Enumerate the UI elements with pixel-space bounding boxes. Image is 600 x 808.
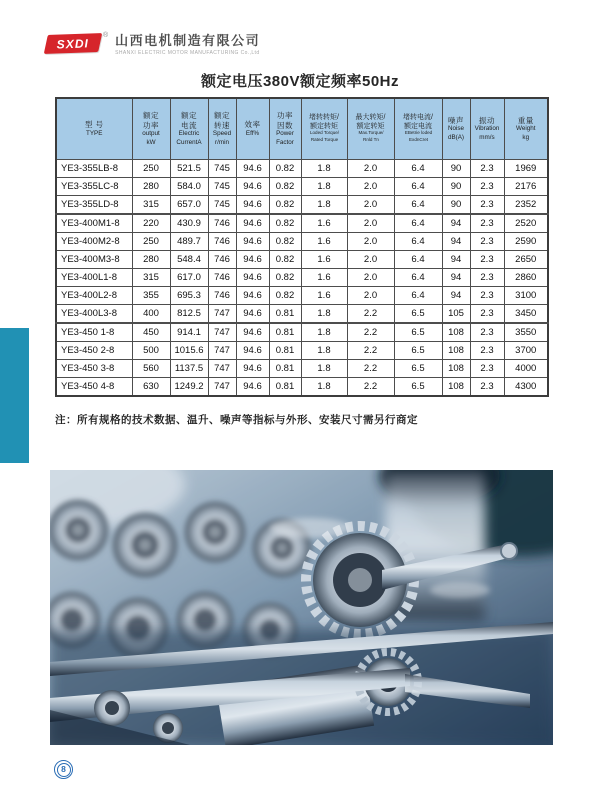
value-cell: 280 [132,251,170,269]
value-cell: 0.82 [269,269,301,287]
value-cell: 2.3 [470,360,504,378]
value-cell: 6.5 [394,342,442,360]
value-cell: 1.8 [301,305,347,324]
value-cell: 90 [442,178,470,196]
value-cell: 315 [132,196,170,215]
value-cell: 1.8 [301,196,347,215]
value-cell: 0.82 [269,160,301,178]
value-cell: 108 [442,360,470,378]
table-row [56,305,548,324]
value-cell: 108 [442,378,470,397]
value-cell: 2.3 [470,214,504,233]
value-cell: 94 [442,251,470,269]
value-cell: 1.6 [301,251,347,269]
table-row [56,360,548,378]
value-cell: 3550 [504,323,548,342]
value-cell: 0.81 [269,305,301,324]
value-cell: 220 [132,214,170,233]
value-cell: 94.6 [236,287,269,305]
value-cell: 1.6 [301,287,347,305]
model-cell: YE3-400M2-8 [56,233,132,251]
value-cell: 489.7 [170,233,208,251]
value-cell: 2.3 [470,233,504,251]
table-row [56,160,548,178]
value-cell: 355 [132,287,170,305]
value-cell: 617.0 [170,269,208,287]
value-cell: 94.6 [236,342,269,360]
company-logo [46,34,260,56]
value-cell: 105 [442,305,470,324]
sxdi-logo-text: SXDI [56,36,90,52]
motor-rotors-photo [50,470,553,745]
value-cell: 2650 [504,251,548,269]
col-header-noise: 噪声 Noise dB(A) [442,98,470,160]
value-cell: 1.8 [301,160,347,178]
value-cell: 400 [132,305,170,324]
value-cell: 6.5 [394,360,442,378]
value-cell: 94 [442,287,470,305]
model-cell: YE3-400L1-8 [56,269,132,287]
company-name-chinese: 山西电机制造有限公司 [115,33,261,48]
value-cell: 1969 [504,160,548,178]
value-cell: 2590 [504,233,548,251]
value-cell: 630 [132,378,170,397]
value-cell: 2.2 [347,305,394,324]
model-cell: YE3-355LB-8 [56,160,132,178]
col-header-electric-current: 额定 电流 Electric CurrentA [170,98,208,160]
value-cell: 0.81 [269,342,301,360]
value-cell: 2.0 [347,196,394,215]
value-cell: 2860 [504,269,548,287]
value-cell: 280 [132,178,170,196]
value-cell: 108 [442,323,470,342]
value-cell: 0.81 [269,323,301,342]
value-cell: 250 [132,160,170,178]
model-cell: YE3-400M3-8 [56,251,132,269]
value-cell: 3700 [504,342,548,360]
value-cell: 1.6 [301,233,347,251]
value-cell: 90 [442,160,470,178]
value-cell: 94.6 [236,196,269,215]
value-cell: 747 [208,323,236,342]
registered-trademark-symbol: ® [103,32,109,39]
value-cell: 746 [208,233,236,251]
value-cell: 0.81 [269,360,301,378]
value-cell: 94.6 [236,178,269,196]
value-cell: 0.82 [269,196,301,215]
left-accent-bar [0,328,29,463]
value-cell: 2.3 [470,323,504,342]
value-cell: 4300 [504,378,548,397]
value-cell: 2176 [504,178,548,196]
value-cell: 6.4 [394,196,442,215]
value-cell: 2.3 [470,378,504,397]
value-cell: 94.6 [236,305,269,324]
value-cell: 2520 [504,214,548,233]
value-cell: 94.6 [236,378,269,397]
value-cell: 747 [208,342,236,360]
col-header-type: 型 号 TYPE [56,98,132,160]
value-cell: 94.6 [236,269,269,287]
value-cell: 430.9 [170,214,208,233]
value-cell: 2.0 [347,287,394,305]
value-cell: 746 [208,269,236,287]
value-cell: 745 [208,160,236,178]
value-cell: 108 [442,342,470,360]
company-name-english: SHANXI ELECTRIC MOTOR MANUFACTURING Co.,Ltd [115,50,260,56]
value-cell: 450 [132,323,170,342]
value-cell: 94.6 [236,251,269,269]
value-cell: 6.4 [394,178,442,196]
value-cell: 94.6 [236,323,269,342]
model-cell: YE3-450 1-8 [56,323,132,342]
value-cell: 2.0 [347,160,394,178]
value-cell: 1.6 [301,214,347,233]
table-row [56,269,548,287]
value-cell: 812.5 [170,305,208,324]
model-cell: YE3-450 2-8 [56,342,132,360]
table-row [56,378,548,397]
motor-spec-table [55,97,549,397]
value-cell: 6.4 [394,287,442,305]
model-cell: YE3-450 3-8 [56,360,132,378]
value-cell: 2.3 [470,342,504,360]
value-cell: 94.6 [236,214,269,233]
value-cell: 2.3 [470,251,504,269]
value-cell: 2.2 [347,378,394,397]
value-cell: 90 [442,196,470,215]
value-cell: 1249.2 [170,378,208,397]
value-cell: 746 [208,251,236,269]
col-header-output-kw: 额定 功率 output kW [132,98,170,160]
value-cell: 94 [442,233,470,251]
value-cell: 1.8 [301,342,347,360]
value-cell: 6.5 [394,378,442,397]
model-cell: YE3-400L2-8 [56,287,132,305]
table-row [56,214,548,233]
company-names [115,34,260,56]
value-cell: 1015.6 [170,342,208,360]
value-cell: 2.3 [470,287,504,305]
value-cell: 2.0 [347,214,394,233]
value-cell: 2.0 [347,269,394,287]
table-row [56,287,548,305]
sxdi-logo-mark [44,33,103,54]
value-cell: 3100 [504,287,548,305]
value-cell: 695.3 [170,287,208,305]
value-cell: 6.4 [394,160,442,178]
value-cell: 0.82 [269,233,301,251]
col-header-locked-torque-ratio: 堵转转矩/ 额定转矩 Loded Torque/ Rated Torque [301,98,347,160]
table-note: 注：所有规格的技术数据、温升、噪声等指标与外形、安装尺寸需另行商定 [55,414,418,426]
value-cell: 747 [208,360,236,378]
value-cell: 94.6 [236,360,269,378]
col-header-weight: 重量 Weight kg [504,98,548,160]
col-header-speed: 额定 转速 Speed r/min [208,98,236,160]
value-cell: 6.5 [394,323,442,342]
value-cell: 746 [208,287,236,305]
value-cell: 745 [208,196,236,215]
value-cell: 0.82 [269,178,301,196]
model-cell: YE3-355LC-8 [56,178,132,196]
value-cell: 2.0 [347,251,394,269]
value-cell: 0.82 [269,214,301,233]
col-header-locked-current-ratio: 堵转电流/ 额定电流 EBetrie loded ExdnCret [394,98,442,160]
value-cell: 745 [208,178,236,196]
value-cell: 500 [132,342,170,360]
value-cell: 1.8 [301,378,347,397]
value-cell: 6.4 [394,269,442,287]
value-cell: 6.4 [394,214,442,233]
table-row [56,178,548,196]
value-cell: 6.5 [394,305,442,324]
value-cell: 2.3 [470,178,504,196]
value-cell: 2.3 [470,160,504,178]
value-cell: 0.82 [269,251,301,269]
page-number-badge [54,760,73,779]
value-cell: 6.4 [394,233,442,251]
col-header-power-factor: 功率 因数 Power Factor [269,98,301,160]
value-cell: 2352 [504,196,548,215]
rotor-photo-illustration [50,470,553,745]
value-cell: 94.6 [236,160,269,178]
table-row [56,323,548,342]
value-cell: 315 [132,269,170,287]
page-title: 额定电压380V额定频率50Hz [200,73,400,90]
table-row [56,342,548,360]
value-cell: 2.0 [347,233,394,251]
value-cell: 4000 [504,360,548,378]
value-cell: 747 [208,305,236,324]
table-row [56,251,548,269]
value-cell: 250 [132,233,170,251]
value-cell: 1137.5 [170,360,208,378]
value-cell: 2.3 [470,305,504,324]
value-cell: 2.2 [347,323,394,342]
col-header-max-torque-ratio: 最大转矩/ 额定转矩 Max.Torque/ Rnld Tn [347,98,394,160]
value-cell: 747 [208,378,236,397]
table-row [56,233,548,251]
value-cell: 2.0 [347,178,394,196]
table-body [56,160,548,397]
value-cell: 2.2 [347,342,394,360]
col-header-vibration: 振动 Vibration mm/s [470,98,504,160]
table-header-row [56,98,548,160]
col-header-efficiency: 效率 Eff% [236,98,269,160]
model-cell: YE3-400M1-8 [56,214,132,233]
value-cell: 1.8 [301,360,347,378]
value-cell: 94.6 [236,233,269,251]
value-cell: 560 [132,360,170,378]
value-cell: 548.4 [170,251,208,269]
value-cell: 2.3 [470,269,504,287]
value-cell: 1.6 [301,269,347,287]
table-row [56,196,548,215]
value-cell: 914.1 [170,323,208,342]
model-cell: YE3-355LD-8 [56,196,132,215]
value-cell: 584.0 [170,178,208,196]
value-cell: 94 [442,214,470,233]
value-cell: 2.3 [470,196,504,215]
value-cell: 1.8 [301,178,347,196]
value-cell: 2.2 [347,360,394,378]
value-cell: 0.81 [269,378,301,397]
value-cell: 521.5 [170,160,208,178]
motor-spec-table-wrap [55,97,549,397]
value-cell: 746 [208,214,236,233]
value-cell: 6.4 [394,251,442,269]
page-number: 8 [57,763,71,777]
value-cell: 94 [442,269,470,287]
value-cell: 1.8 [301,323,347,342]
value-cell: 3450 [504,305,548,324]
value-cell: 0.82 [269,287,301,305]
model-cell: YE3-450 4-8 [56,378,132,397]
value-cell: 657.0 [170,196,208,215]
model-cell: YE3-400L3-8 [56,305,132,324]
